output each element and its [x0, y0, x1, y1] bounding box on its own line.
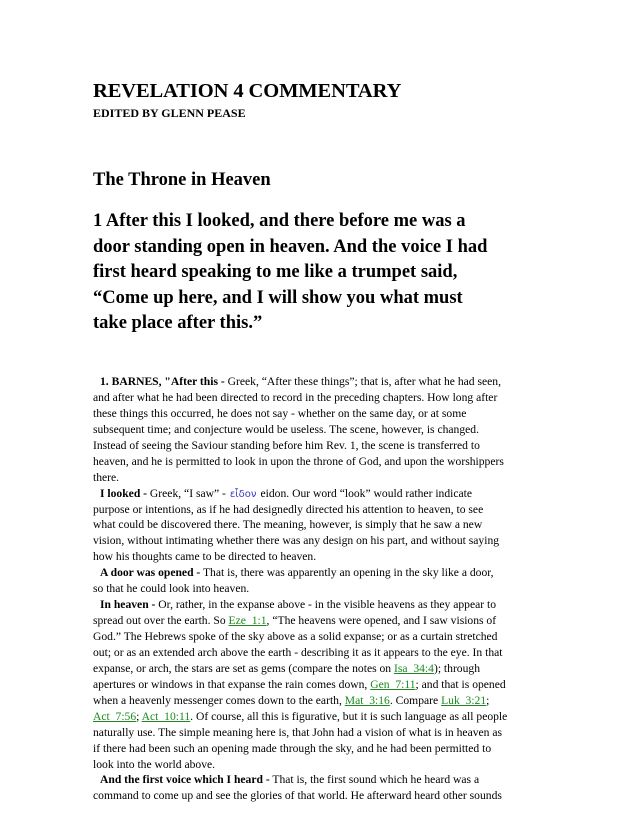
greek-word: εἶδον: [229, 488, 257, 500]
scripture-verse: [93, 209, 545, 337]
paragraph-lead: 1. BARNES, "After this -: [100, 375, 225, 388]
commentary-line: A door was opened - That is, there was apparently an opening in the sky like a door,: [100, 566, 494, 580]
commentary-line: when a heavenly messenger comes down to the earth, Mat_3:16. Compare Luk_3:21;: [93, 693, 490, 707]
commentary-line: Instead of seeing the Saviour standing before him Rev. 1, the scene is transferred to: [93, 438, 480, 452]
section-heading: The Throne in Heaven: [93, 170, 271, 190]
scripture-reference-link[interactable]: Isa_34:4: [394, 661, 434, 675]
commentary-line: there.: [93, 470, 120, 484]
verse-line: 1 After this I looked, and there before me was a: [93, 211, 466, 231]
scripture-reference-link[interactable]: Eze_1:1: [228, 614, 267, 628]
paragraph-lead: I looked -: [100, 486, 148, 500]
commentary-line: Act_7:56; Act_10:11. Of course, all this is figurative, but it is such language as all people: [93, 709, 508, 723]
commentary-line: And the first voice which I heard - That is, the first sound which he heard was a: [100, 773, 480, 787]
commentary-line: In heaven - Or, rather, in the expanse above - in the visible heavens as they appear to: [100, 598, 497, 612]
commentary-line: apertures or windows in that expanse the rain comes down, Gen_7:11; and that is opened: [93, 677, 506, 691]
scripture-reference-link[interactable]: Act_10:11: [141, 709, 191, 723]
commentary-line: what could be discovered there. The meaning, however, is simply that he saw a new: [93, 518, 483, 532]
scripture-reference-link[interactable]: Gen_7:11: [370, 677, 416, 691]
scripture-reference-link[interactable]: Mat_3:16: [344, 693, 390, 707]
scripture-reference-link[interactable]: Act_7:56: [93, 709, 137, 723]
commentary-body: [93, 374, 545, 804]
commentary-line: out; or as an extended arch above the earth - describing it as it appears to the eye. In that: [93, 645, 503, 659]
verse-line: first heard speaking to me like a trumpet said,: [93, 262, 458, 283]
paragraph-lead: A door was opened -: [100, 566, 201, 580]
editor-credit: EDITED BY GLENN PEASE: [93, 106, 246, 120]
commentary-line: heaven, and he is permitted to look in upon the throne of God, and upon the worshippers: [93, 454, 504, 468]
commentary-line: so that he could look into heaven.: [93, 582, 250, 596]
verse-line: “Come up here, and I will show you what must: [93, 287, 463, 308]
commentary-line: naturally use. The simple meaning here is, that John had a vision of what is in heaven as: [93, 725, 503, 739]
commentary-line: look into the world above.: [93, 757, 216, 771]
commentary-line: how his thoughts came to be directed to heaven.: [93, 550, 317, 564]
paragraph-lead: In heaven -: [100, 598, 156, 612]
verse-line: take place after this.”: [93, 313, 263, 334]
commentary-line: God.” The Hebrews spoke of the sky above as a solid expanse; or as a curtain stretched: [93, 630, 498, 643]
commentary-line: 1. BARNES, "After this - Greek, “After these things”; that is, after what he had seen,: [100, 375, 501, 388]
commentary-line: vision, without intimating whether there was any design on his part, and without saying: [93, 534, 500, 548]
commentary-line: I looked - Greek, “I saw” - εἶδον eidon. Our word “look” would rather indicate: [100, 486, 473, 500]
commentary-line: and after what he had been directed to record in the preceding chapters. How long after: [93, 390, 498, 404]
commentary-line: spread out over the earth. So Eze_1:1, “The heavens were opened, and I saw visions of: [93, 614, 497, 628]
document-title: REVELATION 4 COMMENTARY: [93, 80, 402, 102]
commentary-line: command to come up and see the glories of that world. He afterward heard other sounds: [93, 789, 502, 803]
commentary-line: these things this occurred, he does not say - whether on the same day, or at some: [93, 406, 467, 420]
commentary-line: purpose or intentions, as if he had designedly directed his attention to heaven, to see: [93, 502, 484, 516]
scripture-reference-link[interactable]: Luk_3:21: [441, 693, 487, 707]
commentary-line: subsequent time; and conjecture would be useless. The scene, however, is changed.: [93, 422, 479, 436]
commentary-line: if there had been such an opening made through the sky, and he had been permitted to: [93, 741, 492, 755]
verse-line: door standing open in heaven. And the voice I had: [93, 236, 488, 257]
commentary-line: expanse, or arch, the stars are set as gems (compare the notes on Isa_34:4); through: [93, 661, 480, 675]
paragraph-lead: And the first voice which I heard -: [100, 773, 270, 787]
